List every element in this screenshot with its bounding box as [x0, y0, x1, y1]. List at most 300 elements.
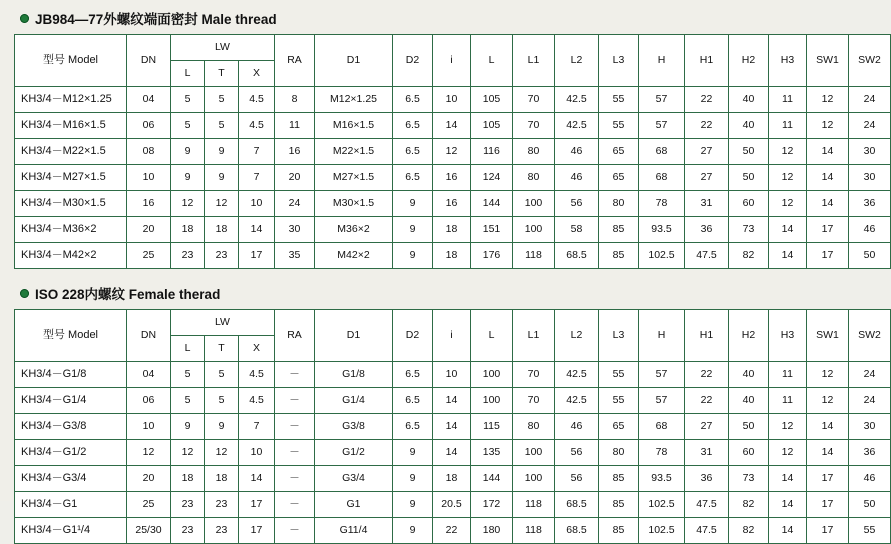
table-cell: 56 — [555, 191, 599, 217]
col-header-d1: D1 — [315, 35, 393, 87]
table-cell: 50 — [729, 165, 769, 191]
col-header-d2: D2 — [393, 310, 433, 362]
table-cell: 118 — [513, 518, 555, 544]
table-cell: － — [275, 518, 315, 544]
col-header-sw2: SW2 — [849, 310, 891, 362]
table-row — [15, 492, 891, 518]
table-cell: 17 — [239, 492, 275, 518]
spec-table-male — [14, 34, 891, 269]
col-header-l3: L3 — [599, 310, 639, 362]
col-header-h2: H2 — [729, 310, 769, 362]
table-cell: 100 — [471, 388, 513, 414]
col-header-l3: L3 — [599, 35, 639, 87]
table-cell: 7 — [239, 414, 275, 440]
table-cell: 42.5 — [555, 87, 599, 113]
table-cell: 9 — [171, 165, 205, 191]
table-cell: 82 — [729, 518, 769, 544]
table-cell: 9 — [171, 414, 205, 440]
table-cell: 6.5 — [393, 362, 433, 388]
table-cell: 12 — [769, 414, 807, 440]
table-cell: 14 — [807, 440, 849, 466]
cell-model: KH3/4－M36×2 — [15, 217, 127, 243]
table-cell: 36 — [685, 217, 729, 243]
spec-table-female — [14, 309, 891, 544]
table-cell: 9 — [393, 518, 433, 544]
table-header-row-top — [15, 35, 891, 61]
table-cell: 12 — [769, 139, 807, 165]
table-row — [15, 191, 891, 217]
table-cell: 70 — [513, 362, 555, 388]
col-header-lw-t: T — [205, 336, 239, 362]
table-cell: 18 — [171, 466, 205, 492]
table-cell: 18 — [433, 243, 471, 269]
table-cell: 40 — [729, 87, 769, 113]
col-header-h3: H3 — [769, 35, 807, 87]
table-cell: 06 — [127, 388, 171, 414]
cell-model: KH3/4－G1/8 — [15, 362, 127, 388]
cell-model: KH3/4－G3/4 — [15, 466, 127, 492]
table-cell: 11 — [769, 87, 807, 113]
table-cell: 135 — [471, 440, 513, 466]
table-cell: 16 — [433, 191, 471, 217]
col-header-lw-t: T — [205, 61, 239, 87]
table-cell: 20.5 — [433, 492, 471, 518]
table-cell: 16 — [127, 191, 171, 217]
table-cell: 12 — [205, 191, 239, 217]
table-cell: 18 — [205, 466, 239, 492]
table-cell: 65 — [599, 414, 639, 440]
table-cell: 68.5 — [555, 518, 599, 544]
table-cell: 6.5 — [393, 165, 433, 191]
table-cell: 46 — [849, 466, 891, 492]
col-header-lw: LW — [171, 310, 275, 336]
table-cell: 9 — [205, 165, 239, 191]
table-cell: 12 — [769, 440, 807, 466]
table-cell: 68 — [639, 165, 685, 191]
table-cell: － — [275, 492, 315, 518]
table-cell: M27×1.5 — [315, 165, 393, 191]
table-cell: 50 — [849, 492, 891, 518]
table-cell: 9 — [393, 191, 433, 217]
table-cell: 118 — [513, 243, 555, 269]
col-header-h: H — [639, 310, 685, 362]
table-cell: 73 — [729, 217, 769, 243]
table-cell: 12 — [171, 440, 205, 466]
col-header-sw1: SW1 — [807, 310, 849, 362]
table-cell: 17 — [807, 518, 849, 544]
table-cell: 80 — [599, 440, 639, 466]
table-cell: 46 — [555, 165, 599, 191]
table-cell: 57 — [639, 388, 685, 414]
table-cell: 102.5 — [639, 518, 685, 544]
table-cell: G1/4 — [315, 388, 393, 414]
section-female-thread — [0, 269, 881, 544]
table-cell: 14 — [769, 217, 807, 243]
cell-model: KH3/4－M42×2 — [15, 243, 127, 269]
table-cell: 08 — [127, 139, 171, 165]
table-cell: 12 — [769, 165, 807, 191]
table-cell: 47.5 — [685, 243, 729, 269]
table-row — [15, 518, 891, 544]
table-cell: 36 — [849, 191, 891, 217]
table-cell: 65 — [599, 165, 639, 191]
table-cell: 5 — [205, 362, 239, 388]
table-cell: 12 — [171, 191, 205, 217]
table-cell: 17 — [807, 492, 849, 518]
section-male-thread — [0, 0, 881, 269]
table-cell: 85 — [599, 518, 639, 544]
table-cell: G1/8 — [315, 362, 393, 388]
table-cell: 85 — [599, 466, 639, 492]
cell-model: KH3/4－M30×1.5 — [15, 191, 127, 217]
col-header-lw-x: X — [239, 61, 275, 87]
table-cell: 40 — [729, 113, 769, 139]
table-cell: 57 — [639, 87, 685, 113]
table-cell: 22 — [685, 87, 729, 113]
table-cell: 4.5 — [239, 362, 275, 388]
col-header-l-total: L — [471, 310, 513, 362]
table-cell: 56 — [555, 440, 599, 466]
col-header-lw-x: X — [239, 336, 275, 362]
table-cell: 9 — [171, 139, 205, 165]
table-cell: 36 — [685, 466, 729, 492]
table-cell: 27 — [685, 139, 729, 165]
table-cell: 14 — [769, 518, 807, 544]
table-cell: 68 — [639, 139, 685, 165]
table-cell: 04 — [127, 87, 171, 113]
table-cell: 24 — [849, 87, 891, 113]
table-row — [15, 113, 891, 139]
table-cell: 30 — [849, 165, 891, 191]
table-cell: 11 — [769, 362, 807, 388]
table-cell: 8 — [275, 87, 315, 113]
col-header-h1: H1 — [685, 310, 729, 362]
table-cell: 151 — [471, 217, 513, 243]
table-cell: 30 — [849, 139, 891, 165]
col-header-ra: RA — [275, 35, 315, 87]
col-header-d1: D1 — [315, 310, 393, 362]
table-cell: 24 — [849, 388, 891, 414]
table-cell: 30 — [849, 414, 891, 440]
table-cell: G1 — [315, 492, 393, 518]
table-cell: 31 — [685, 440, 729, 466]
table-cell: 10 — [433, 362, 471, 388]
table-cell: 23 — [205, 492, 239, 518]
table-cell: 14 — [239, 217, 275, 243]
table-cell: 42.5 — [555, 113, 599, 139]
table-cell: 06 — [127, 113, 171, 139]
table-cell: 23 — [171, 518, 205, 544]
cell-model: KH3/4－G1 — [15, 492, 127, 518]
table-cell: 20 — [275, 165, 315, 191]
table-cell: 12 — [807, 113, 849, 139]
col-header-i: i — [433, 35, 471, 87]
table-cell: 55 — [599, 362, 639, 388]
table-cell: 12 — [127, 440, 171, 466]
cell-model: KH3/4－G1/4 — [15, 388, 127, 414]
table-cell: － — [275, 466, 315, 492]
table-cell: 16 — [433, 165, 471, 191]
table-row — [15, 388, 891, 414]
table-cell: 12 — [205, 440, 239, 466]
table-cell: 85 — [599, 243, 639, 269]
spec-table-female-body — [15, 362, 891, 544]
table-cell: 50 — [729, 414, 769, 440]
col-header-ra: RA — [275, 310, 315, 362]
table-cell: 22 — [685, 113, 729, 139]
table-row — [15, 217, 891, 243]
col-header-lw-l: L — [171, 61, 205, 87]
section-title-male: JB984—77外螺纹端面密封 Male thread — [35, 12, 277, 27]
table-cell: 17 — [807, 217, 849, 243]
table-cell: 46 — [555, 139, 599, 165]
col-header-h: H — [639, 35, 685, 87]
col-header-model: 型号 Model — [15, 310, 127, 362]
table-cell: 100 — [513, 440, 555, 466]
table-cell: 9 — [393, 217, 433, 243]
table-cell: 9 — [393, 492, 433, 518]
table-cell: 14 — [433, 113, 471, 139]
col-header-h1: H1 — [685, 35, 729, 87]
table-cell: － — [275, 388, 315, 414]
col-header-l2: L2 — [555, 35, 599, 87]
table-cell: 11 — [275, 113, 315, 139]
table-cell: 102.5 — [639, 492, 685, 518]
table-cell: 55 — [599, 87, 639, 113]
table-cell: 9 — [205, 139, 239, 165]
table-cell: 24 — [275, 191, 315, 217]
table-cell: 55 — [599, 388, 639, 414]
table-cell: 36 — [849, 440, 891, 466]
table-cell: 47.5 — [685, 518, 729, 544]
table-cell: 14 — [433, 414, 471, 440]
table-cell: 31 — [685, 191, 729, 217]
table-cell: 20 — [127, 217, 171, 243]
table-cell: 22 — [685, 362, 729, 388]
table-cell: 57 — [639, 362, 685, 388]
col-header-sw2: SW2 — [849, 35, 891, 87]
table-cell: 12 — [769, 191, 807, 217]
table-cell: 105 — [471, 87, 513, 113]
table-cell: 5 — [171, 362, 205, 388]
table-cell: M22×1.5 — [315, 139, 393, 165]
col-header-lw: LW — [171, 35, 275, 61]
cell-model: KH3/4－G1/2 — [15, 440, 127, 466]
table-cell: 25 — [127, 243, 171, 269]
table-cell: 25 — [127, 492, 171, 518]
table-cell: 105 — [471, 113, 513, 139]
table-row — [15, 243, 891, 269]
cell-model: KH3/4－G3/8 — [15, 414, 127, 440]
table-cell: 70 — [513, 388, 555, 414]
table-cell: 100 — [471, 362, 513, 388]
table-cell: 18 — [205, 217, 239, 243]
table-cell: 42.5 — [555, 362, 599, 388]
table-cell: 65 — [599, 139, 639, 165]
table-cell: 10 — [127, 414, 171, 440]
table-cell: 24 — [849, 362, 891, 388]
table-cell: 172 — [471, 492, 513, 518]
table-cell: 04 — [127, 362, 171, 388]
table-cell: 47.5 — [685, 492, 729, 518]
table-cell: 5 — [205, 87, 239, 113]
table-cell: M42×2 — [315, 243, 393, 269]
table-cell: 6.5 — [393, 139, 433, 165]
table-cell: 11 — [769, 113, 807, 139]
table-cell: 12 — [807, 87, 849, 113]
table-cell: G3/4 — [315, 466, 393, 492]
table-cell: 12 — [433, 139, 471, 165]
table-cell: 14 — [239, 466, 275, 492]
table-cell: 7 — [239, 165, 275, 191]
table-cell: 10 — [239, 191, 275, 217]
cell-model: KH3/4－M16×1.5 — [15, 113, 127, 139]
table-cell: 9 — [393, 466, 433, 492]
table-cell: 82 — [729, 243, 769, 269]
col-header-h2: H2 — [729, 35, 769, 87]
table-cell: G11/4 — [315, 518, 393, 544]
table-cell: 80 — [513, 414, 555, 440]
table-cell: 10 — [433, 87, 471, 113]
table-cell: 70 — [513, 87, 555, 113]
table-cell: 46 — [849, 217, 891, 243]
spec-table-male-body — [15, 87, 891, 269]
table-cell: 124 — [471, 165, 513, 191]
table-cell: 14 — [769, 243, 807, 269]
table-cell: 46 — [555, 414, 599, 440]
table-cell: － — [275, 362, 315, 388]
table-cell: 93.5 — [639, 466, 685, 492]
table-cell: 17 — [239, 243, 275, 269]
table-header-row-top — [15, 310, 891, 336]
cell-model: KH3/4－M27×1.5 — [15, 165, 127, 191]
table-cell: 14 — [769, 466, 807, 492]
table-cell: 80 — [599, 191, 639, 217]
table-cell: 23 — [205, 518, 239, 544]
table-cell: 73 — [729, 466, 769, 492]
table-cell: 80 — [513, 139, 555, 165]
table-cell: 55 — [599, 113, 639, 139]
table-cell: 16 — [275, 139, 315, 165]
table-cell: 22 — [433, 518, 471, 544]
table-cell: 7 — [239, 139, 275, 165]
table-cell: 4.5 — [239, 87, 275, 113]
col-header-l1: L1 — [513, 310, 555, 362]
table-cell: 6.5 — [393, 388, 433, 414]
table-cell: 23 — [171, 492, 205, 518]
table-cell: 56 — [555, 466, 599, 492]
table-cell: 17 — [239, 518, 275, 544]
bullet-icon — [20, 14, 29, 23]
table-cell: 100 — [513, 466, 555, 492]
table-cell: 58 — [555, 217, 599, 243]
section-heading-male — [20, 8, 786, 28]
table-cell: 17 — [807, 466, 849, 492]
col-header-l2: L2 — [555, 310, 599, 362]
table-cell: 176 — [471, 243, 513, 269]
table-cell: 20 — [127, 466, 171, 492]
table-cell: 12 — [807, 388, 849, 414]
table-cell: M36×2 — [315, 217, 393, 243]
table-cell: 6.5 — [393, 87, 433, 113]
bullet-icon — [20, 289, 29, 298]
table-cell: 5 — [171, 87, 205, 113]
table-cell: G1/2 — [315, 440, 393, 466]
table-cell: 12 — [807, 362, 849, 388]
table-cell: 27 — [685, 414, 729, 440]
table-cell: 22 — [685, 388, 729, 414]
table-cell: 85 — [599, 492, 639, 518]
table-cell: 115 — [471, 414, 513, 440]
table-cell: 85 — [599, 217, 639, 243]
table-cell: 27 — [685, 165, 729, 191]
table-row — [15, 139, 891, 165]
table-cell: 5 — [171, 113, 205, 139]
table-cell: 5 — [205, 113, 239, 139]
table-cell: 5 — [205, 388, 239, 414]
table-cell: 14 — [807, 414, 849, 440]
table-cell: 68.5 — [555, 492, 599, 518]
table-cell: 68 — [639, 414, 685, 440]
table-cell: 17 — [807, 243, 849, 269]
col-header-model: 型号 Model — [15, 35, 127, 87]
cell-model: KH3/4－G1¹/4 — [15, 518, 127, 544]
table-cell: 9 — [393, 243, 433, 269]
table-cell: 9 — [393, 440, 433, 466]
table-cell: 6.5 — [393, 113, 433, 139]
table-cell: 144 — [471, 191, 513, 217]
table-row — [15, 362, 891, 388]
table-cell: 18 — [433, 217, 471, 243]
table-cell: 18 — [433, 466, 471, 492]
col-header-h3: H3 — [769, 310, 807, 362]
table-cell: 50 — [729, 139, 769, 165]
table-cell: 78 — [639, 191, 685, 217]
table-cell: － — [275, 414, 315, 440]
table-cell: 55 — [849, 518, 891, 544]
table-cell: 40 — [729, 362, 769, 388]
table-cell: 24 — [849, 113, 891, 139]
table-cell: 14 — [807, 191, 849, 217]
table-cell: 25/30 — [127, 518, 171, 544]
table-cell: 102.5 — [639, 243, 685, 269]
col-header-sw1: SW1 — [807, 35, 849, 87]
table-row — [15, 466, 891, 492]
table-cell: 78 — [639, 440, 685, 466]
col-header-dn: DN — [127, 35, 171, 87]
cell-model: KH3/4－M12×1.25 — [15, 87, 127, 113]
table-cell: 30 — [275, 217, 315, 243]
table-cell: 42.5 — [555, 388, 599, 414]
cell-model: KH3/4－M22×1.5 — [15, 139, 127, 165]
table-cell: 4.5 — [239, 388, 275, 414]
table-cell: 100 — [513, 191, 555, 217]
table-cell: 11 — [769, 388, 807, 414]
section-heading-female — [20, 283, 786, 303]
table-cell: 116 — [471, 139, 513, 165]
table-cell: 23 — [205, 243, 239, 269]
col-header-lw-l: L — [171, 336, 205, 362]
table-cell: 50 — [849, 243, 891, 269]
table-cell: 10 — [127, 165, 171, 191]
col-header-i: i — [433, 310, 471, 362]
col-header-l-total: L — [471, 35, 513, 87]
table-cell: 80 — [513, 165, 555, 191]
table-cell: 10 — [239, 440, 275, 466]
table-cell: 60 — [729, 440, 769, 466]
table-cell: 18 — [171, 217, 205, 243]
table-row — [15, 440, 891, 466]
